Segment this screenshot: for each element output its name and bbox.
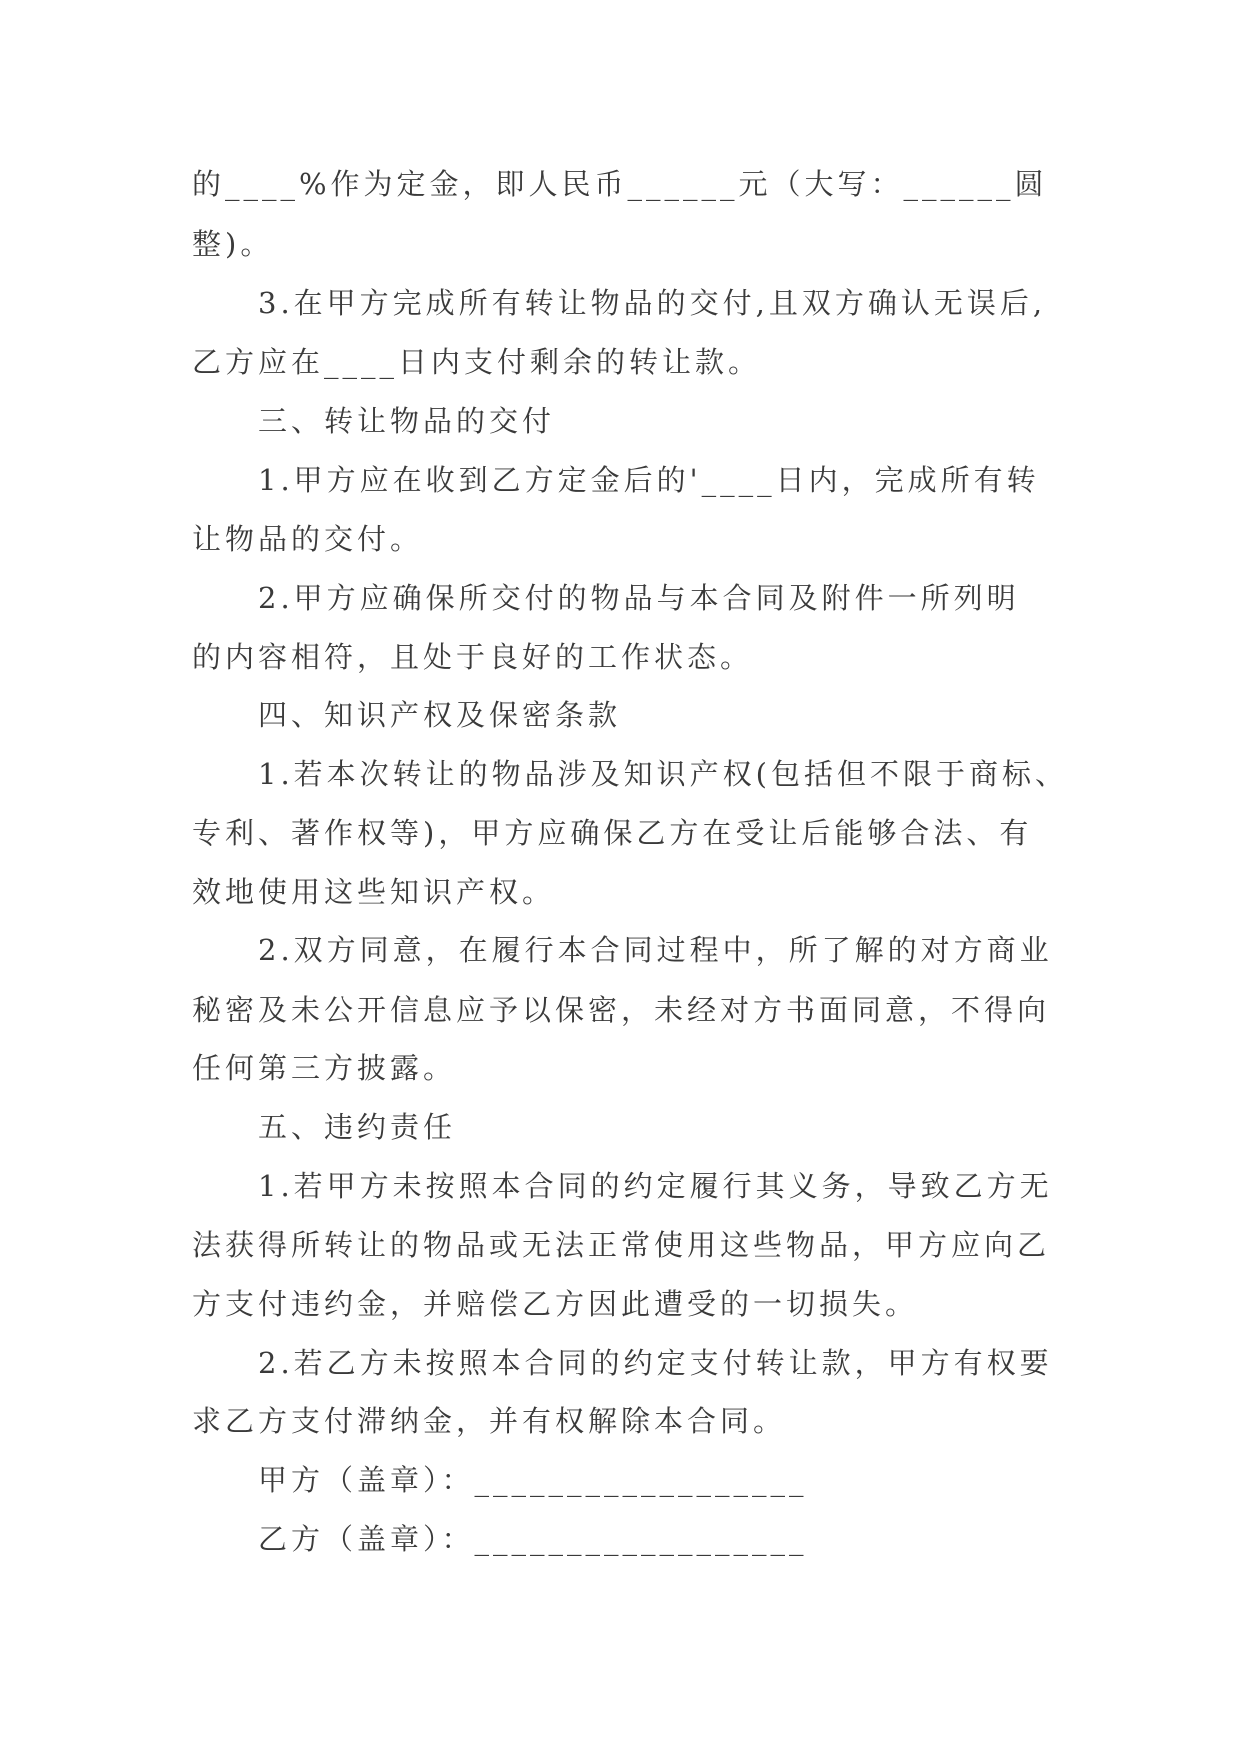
section-heading: 三、转让物品的交付 xyxy=(258,404,556,438)
paragraph-line: 3.在甲方完成所有转让物品的交付,且双方确认无误后, xyxy=(258,286,1047,320)
paragraph-line: 效地使用这些知识产权。 xyxy=(192,875,556,909)
paragraph-line: 任何第三方披露。 xyxy=(192,1051,457,1085)
paragraph-line: 乙方应在____日内支付剩余的转让款。 xyxy=(192,345,762,379)
paragraph-line: 2.若乙方未按照本合同的约定支付转让款，甲方有权要 xyxy=(258,1346,1053,1380)
paragraph-line: 让物品的交付。 xyxy=(192,522,424,556)
paragraph-line: 法获得所转让的物品或无法正常使用这些物品，甲方应向乙 xyxy=(192,1228,1051,1262)
paragraph-line: 专利、著作权等)，甲方应确保乙方在受让后能够合法、有 xyxy=(192,816,1033,850)
paragraph-line: 方支付违约金，并赔偿乙方因此遭受的一切损失。 xyxy=(192,1287,919,1321)
section-heading: 五、违约责任 xyxy=(258,1110,457,1144)
paragraph-line: 求乙方支付滞纳金，并有权解除本合同。 xyxy=(192,1404,787,1438)
paragraph-line: 整)。 xyxy=(192,227,274,261)
party-a-seal-line: 甲方（盖章）：__________________ xyxy=(258,1463,808,1497)
paragraph-line: 2.双方同意，在履行本合同过程中，所了解的对方商业 xyxy=(258,933,1053,967)
paragraph-line: 秘密及未公开信息应予以保密，未经对方书面同意，不得向 xyxy=(192,993,1051,1027)
party-b-seal-line: 乙方（盖章）：__________________ xyxy=(258,1522,808,1556)
paragraph-line: 1.甲方应在收到乙方定金后的'____日内，完成所有转 xyxy=(258,463,1040,497)
section-heading: 四、知识产权及保密条款 xyxy=(258,698,622,732)
paragraph-line: 1.若甲方未按照本合同的约定履行其义务，导致乙方无 xyxy=(258,1169,1053,1203)
paragraph-line: 的____%作为定金，即人民币______元（大写：______圆 xyxy=(192,167,1048,201)
paragraph-line: 1.若本次转让的物品涉及知识产权(包括但不限于商标、 xyxy=(258,757,1068,791)
paragraph-line: 的内容相符，且处于良好的工作状态。 xyxy=(192,640,754,674)
paragraph-line: 2.甲方应确保所交付的物品与本合同及附件一所列明 xyxy=(258,581,1020,615)
